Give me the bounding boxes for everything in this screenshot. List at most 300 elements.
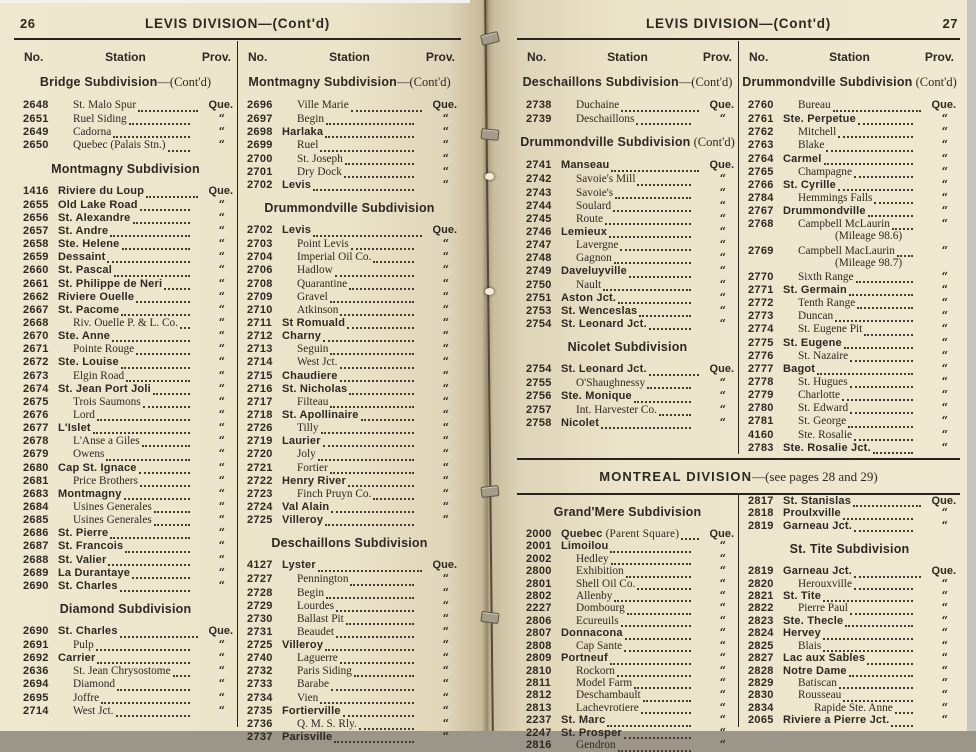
table-row [520, 99, 735, 112]
station-name: Quebec (Palais Stn.) [73, 139, 166, 152]
subdivision-heading [17, 162, 234, 176]
dot-leader [142, 435, 190, 447]
station-name: St. Pascal [58, 264, 112, 277]
table-row [742, 602, 957, 614]
station-number: 2820 [748, 577, 774, 590]
station-number: 1416 [23, 184, 49, 197]
province: “ [941, 427, 948, 441]
table-row [742, 665, 957, 677]
table-row [742, 689, 957, 701]
province: “ [719, 376, 726, 390]
station-number: 2247 [526, 726, 552, 739]
station-name: Lachevrotiere [576, 701, 639, 714]
table-row [742, 414, 957, 427]
station-number: 2668 [23, 316, 49, 329]
station-name: Usines Generales [73, 514, 152, 527]
station-name: Ste. Rosalie Jct. [783, 441, 871, 454]
station-number: 2750 [526, 278, 552, 291]
station-name: Bureau [798, 99, 831, 111]
dot-leader [146, 186, 198, 198]
montreal-division-banner [517, 458, 960, 495]
station-number: 2690 [23, 624, 49, 637]
page-26 [0, 0, 487, 744]
dot-leader [346, 613, 414, 625]
dot-leader [140, 475, 190, 487]
dot-leader [850, 376, 913, 388]
subdivision-heading [742, 542, 957, 556]
province: “ [941, 626, 948, 640]
title-rule [14, 38, 461, 40]
table-row [17, 526, 234, 539]
station-name: Laurier [282, 435, 321, 448]
table-row [17, 461, 234, 474]
subdivision-heading [17, 602, 234, 616]
title-rule [517, 38, 960, 40]
table-row [17, 250, 234, 263]
station-name: Ruel Siding [73, 113, 127, 126]
dot-leader [126, 370, 190, 382]
station-name: West Jct. [297, 356, 338, 369]
dot-leader [624, 727, 691, 739]
station-number: 2781 [748, 415, 774, 428]
station-name: Portneuf [561, 652, 608, 665]
dot-leader [330, 291, 414, 303]
province: “ [442, 263, 449, 277]
station-number: 2748 [526, 252, 552, 265]
province: Que. [709, 159, 734, 172]
table-row [520, 251, 735, 264]
column-header [520, 50, 735, 65]
dot-leader [823, 628, 913, 640]
station-name: St. Edward [798, 402, 849, 415]
station-name: St Romuald [282, 316, 346, 329]
table-row [17, 342, 234, 355]
table-row [17, 224, 234, 237]
station-name: Quebec (Parent Square) [561, 527, 680, 540]
table-row [17, 500, 234, 513]
station-name: Lord [73, 408, 95, 421]
dot-leader [97, 652, 190, 664]
table-row [241, 677, 458, 690]
table-row [17, 664, 234, 677]
province: “ [218, 499, 225, 513]
station-number: 2769 [748, 244, 774, 257]
table-row [241, 408, 458, 421]
dot-leader [892, 218, 913, 230]
station-number: 2675 [23, 395, 49, 408]
page-27-title-row [517, 8, 960, 38]
dot-leader [351, 100, 422, 112]
station-name: Dombourg [576, 602, 625, 615]
dot-leader [626, 566, 691, 578]
station-number: 2696 [247, 99, 273, 111]
dot-leader [843, 690, 913, 702]
station-number: 2827 [748, 652, 774, 665]
province: Que. [709, 527, 734, 540]
subdivision-heading-name: Montmagny Subdivision [248, 75, 397, 89]
table-row [241, 250, 458, 263]
dot-leader [843, 508, 913, 520]
dot-leader [823, 640, 913, 652]
province: Que. [208, 624, 233, 637]
dot-leader [854, 578, 913, 590]
page-number-left: 26 [20, 16, 36, 31]
table-row [742, 640, 957, 652]
station-name: Pulp [73, 639, 94, 652]
province: “ [442, 342, 449, 356]
table-row [742, 495, 957, 507]
station-number: 2684 [23, 500, 49, 513]
province: “ [218, 250, 225, 264]
station-number: 2716 [247, 382, 273, 395]
page-26-columns [14, 41, 461, 744]
station-number: 2810 [526, 664, 552, 677]
table-row [520, 416, 735, 429]
province: “ [442, 177, 449, 191]
province: “ [442, 624, 449, 638]
station-number: 2800 [526, 565, 552, 578]
dot-leader [868, 205, 913, 217]
dot-leader [313, 179, 414, 191]
province: “ [941, 217, 948, 231]
staple-icon [480, 611, 499, 624]
station-number: 2690 [23, 579, 49, 592]
station-number: 2819 [748, 519, 774, 532]
table-row [241, 717, 458, 730]
station-name: Cadorna [73, 126, 112, 139]
station-name: Vien [297, 691, 319, 704]
dot-leader [136, 343, 190, 355]
station-name: St. Francois [58, 540, 124, 553]
station-name: Seguin [297, 343, 329, 356]
subdivision-heading-name: Drummondville Subdivision [264, 200, 435, 215]
province: “ [442, 151, 449, 165]
dot-leader [136, 291, 190, 303]
province: “ [941, 348, 948, 362]
province: “ [719, 551, 726, 565]
province: “ [719, 651, 726, 665]
station-number: 2658 [23, 238, 49, 251]
station-name: La Durantaye [58, 566, 131, 579]
station-name: St. Leonard Jct. [561, 363, 647, 376]
station-name: Savoie's Mill [576, 173, 636, 186]
table-row [241, 572, 458, 585]
station-number: 2730 [247, 612, 273, 625]
dot-leader [649, 364, 699, 376]
station-number: 2726 [247, 422, 273, 435]
station-name: St. Pacome [58, 303, 120, 316]
dot-leader [340, 304, 414, 316]
dot-leader [331, 679, 414, 691]
province: “ [941, 361, 948, 375]
province: “ [719, 316, 726, 330]
dot-leader [850, 350, 913, 362]
province: “ [442, 611, 449, 625]
province: “ [442, 329, 449, 343]
station-name: Lac aux Sables [783, 652, 866, 665]
station-name: Pennington [297, 573, 349, 586]
dot-leader [351, 238, 414, 250]
station-number: 2688 [23, 553, 49, 566]
dot-leader [129, 113, 190, 125]
station-name: Charlotte [798, 389, 841, 402]
dot-leader [125, 541, 190, 553]
station-number: 2734 [247, 691, 273, 704]
table-row [241, 99, 458, 112]
dot-leader [614, 252, 691, 264]
station-number: 2692 [23, 652, 49, 665]
subdivision-heading [520, 135, 735, 150]
station-name: Old Lake Road [58, 198, 138, 211]
station-name: Deschaillons [576, 113, 635, 126]
station-name: St. Charles [58, 624, 118, 637]
table-row [17, 112, 234, 125]
station-number: 2717 [247, 395, 273, 408]
station-number: 2710 [247, 303, 273, 316]
table-row [742, 270, 957, 283]
table-row [520, 389, 735, 402]
station-number: 2712 [247, 330, 273, 343]
dot-leader [603, 279, 691, 291]
col-header-station: Station [607, 50, 648, 64]
province: “ [719, 601, 726, 615]
station-name: St. Wenceslas [561, 304, 638, 317]
station-number: 2834 [748, 701, 774, 714]
dot-leader [891, 715, 913, 727]
table-row [17, 651, 234, 664]
table-row [742, 702, 957, 714]
station-name: Elgin Road [73, 369, 125, 382]
station-number: 2737 [247, 731, 273, 744]
station-number: 2739 [526, 113, 552, 126]
dot-leader [139, 462, 190, 474]
dot-leader [114, 265, 190, 277]
dot-leader [845, 615, 913, 627]
table-row [17, 566, 234, 579]
table-row [520, 590, 735, 602]
dot-leader [611, 160, 699, 172]
subdivision-heading [520, 505, 735, 519]
province: “ [442, 289, 449, 303]
table-row [742, 714, 957, 726]
station-name: Pointe Rouge [73, 343, 135, 356]
station-number: 4160 [748, 428, 774, 441]
dot-leader [636, 113, 691, 125]
dot-leader [121, 357, 190, 369]
station-name: Lourdes [297, 599, 335, 612]
station-number: 2728 [247, 586, 273, 599]
province: “ [218, 460, 225, 474]
station-name-detail: (Parent Square) [602, 527, 680, 540]
province: “ [218, 315, 225, 329]
table-row [520, 238, 735, 251]
subdivision-heading-name: Deschaillons Subdivision [271, 536, 428, 551]
station-name: Cap St. Ignace [58, 461, 137, 474]
table-row [241, 138, 458, 151]
table-row [241, 178, 458, 191]
table-row [17, 474, 234, 487]
station-number: 2709 [247, 290, 273, 303]
station-name: Drummondville [783, 205, 866, 218]
station-note: (Mileage 98.7) [835, 256, 903, 269]
station-name: St. Cyrille [783, 178, 836, 191]
staple-icon [480, 485, 499, 498]
station-number: 2806 [526, 614, 552, 627]
col-header-prov: Prov. [702, 50, 732, 64]
table-row [241, 599, 458, 612]
station-number: 2657 [23, 224, 49, 237]
dot-leader [107, 251, 190, 263]
station-name: Hemmings Falls [798, 191, 873, 204]
station-name: St. Apollinaire [282, 408, 359, 421]
table-row [742, 507, 957, 519]
dot-leader [344, 166, 414, 178]
station-number: 2738 [526, 99, 552, 111]
province: “ [941, 125, 948, 139]
station-name: Price Brothers [73, 474, 138, 487]
table-row [17, 303, 234, 316]
dot-leader [897, 245, 913, 257]
station-name: Villeroy [282, 514, 324, 527]
table-row [520, 702, 735, 714]
station-name: Cap Sante [576, 639, 623, 652]
station-name: Lavergne [576, 239, 619, 252]
dot-leader [143, 396, 190, 408]
dot-leader [610, 653, 691, 665]
station-name: St. Eugene [783, 336, 842, 349]
station-name: Campbell McLaurin [798, 218, 890, 231]
station-number: 2746 [526, 225, 552, 238]
station-name: Dry Dock [297, 165, 342, 178]
station-name: Val Alain [282, 500, 330, 513]
dot-leader [867, 653, 913, 665]
station-name: St. Marc [561, 714, 606, 727]
province: “ [941, 164, 948, 178]
province: “ [218, 526, 225, 540]
province: “ [218, 342, 225, 356]
page-27-bottom-column-2 [738, 495, 960, 727]
table-row [241, 664, 458, 677]
station-name: Quarantine [297, 277, 348, 290]
column-header [241, 50, 458, 65]
subdivision-heading-name: Diamond Subdivision [59, 601, 192, 616]
station-name: Henry River [282, 474, 346, 487]
province: “ [218, 210, 225, 224]
dot-leader [618, 292, 691, 304]
table-row [241, 651, 458, 664]
dot-leader [857, 297, 913, 309]
station-number: 2697 [247, 113, 273, 126]
table-row [520, 186, 735, 199]
table-row [742, 590, 957, 602]
station-number: 2662 [23, 290, 49, 303]
station-number: 2767 [748, 205, 774, 218]
station-name: Ste. Monique [561, 390, 632, 403]
province: “ [719, 663, 726, 677]
table-row [241, 500, 458, 513]
station-name: Chaudiere [282, 369, 338, 382]
province: “ [218, 486, 225, 500]
station-name: Lemieux [561, 225, 608, 238]
station-name: Herouxville [798, 577, 852, 590]
province: “ [719, 613, 726, 627]
table-row [17, 277, 234, 290]
dot-leader [611, 553, 691, 565]
station-name: Harlaka [282, 126, 324, 139]
province: Que. [709, 363, 734, 376]
banner-note: —(see pages 28 and 29) [752, 468, 878, 484]
province: “ [719, 112, 726, 126]
station-number: 2686 [23, 527, 49, 540]
province: “ [442, 499, 449, 513]
table-row [17, 138, 234, 151]
table-row [241, 513, 458, 526]
table-row [520, 278, 735, 291]
station-name: Fortierville [282, 704, 341, 717]
station-name: Q. M. S. Rly. [297, 717, 357, 730]
page-27-bottom-columns [517, 494, 960, 752]
station-number: 2713 [247, 343, 273, 356]
station-number: 2821 [748, 589, 774, 602]
dot-leader [850, 402, 913, 414]
station-number: 4127 [247, 559, 273, 572]
dot-leader [625, 628, 691, 640]
table-row [520, 291, 735, 304]
dot-leader [122, 238, 190, 250]
province: “ [941, 388, 948, 402]
station-name: Gravel [297, 290, 328, 303]
table-row [17, 704, 234, 717]
table-row [241, 355, 458, 368]
station-name: Beaudet [297, 625, 335, 638]
subdivision-heading-name: Bridge Subdivision [39, 75, 158, 89]
dot-leader [348, 475, 414, 487]
station-name: Model Farm [576, 677, 633, 690]
dot-leader [849, 284, 913, 296]
col-header-prov: Prov. [924, 50, 954, 64]
province: “ [442, 716, 449, 730]
province: Que. [931, 494, 956, 507]
dot-leader [320, 692, 414, 704]
station-name: St. Valier [58, 553, 107, 566]
table-row [520, 317, 735, 330]
table-row [241, 277, 458, 290]
table-row [520, 199, 735, 212]
station-name: Rockorn [576, 664, 615, 677]
station-name: Nault [576, 278, 602, 291]
table-row [742, 401, 957, 414]
station-name: Fortier [297, 461, 328, 474]
dot-leader [349, 278, 414, 290]
dot-leader [345, 153, 414, 165]
station-name: Riv. Ouelle P. & L. Co. [73, 316, 179, 329]
staple-icon [480, 128, 499, 141]
table-row [742, 99, 957, 112]
dot-leader [373, 251, 414, 263]
station-number: 2747 [526, 239, 552, 252]
station-name: Blais [798, 639, 822, 652]
dot-leader [605, 213, 691, 225]
station-name: Barabe [297, 678, 329, 691]
dot-leader [323, 435, 414, 447]
station-number: 2784 [748, 191, 774, 204]
province: “ [941, 269, 948, 283]
station-name: Ste. Anne [58, 330, 111, 343]
province: “ [941, 700, 948, 714]
station-number: 2754 [526, 363, 552, 376]
station-name: St. Eugene Pit [798, 323, 863, 336]
table-row [742, 178, 957, 191]
